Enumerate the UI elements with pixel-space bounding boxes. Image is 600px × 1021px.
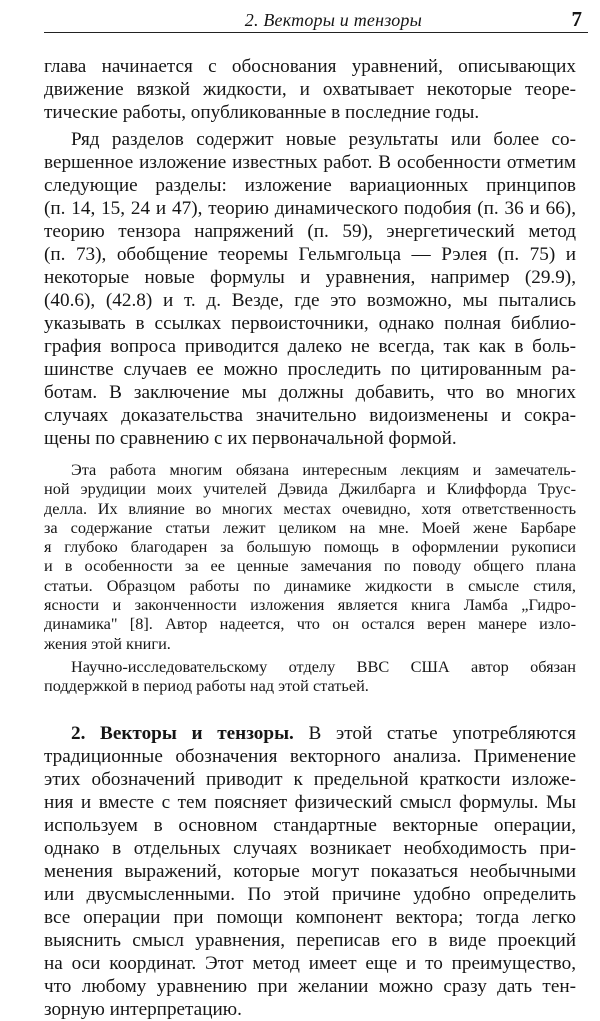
text-line: щены по сравнению с их первоначальной формой. [44,428,457,449]
paragraph-continued [44,55,576,124]
text-line: случаях доказательства значительно видоизменены и сокра- [44,405,576,426]
text-line: ботам. В заключение мы должны добавить, что во многих [44,382,576,403]
funding-note [44,657,576,696]
text-line: (п. 73), обобщение теоремы Гельмгольца — Рэлея (п. 75) и [44,244,576,265]
section-first-line-text: В этой статье употребляются [293,722,576,744]
text-line: глава начинается с обоснования уравнений, описывающих [44,56,576,77]
text-line: шинстве случаев ее можно проследить по цитированным ра- [44,359,576,380]
section-vectors-tensors [44,722,576,1021]
text-line: (40.6), (42.8) и т. д. Везде, где это возможно, мы пытались [44,290,576,311]
text-line: Научно-исследовательскому отделу ВВС США автор обязан [71,656,576,676]
text-line: и в особенности за ее ценные замечания по поводу общего плана [44,556,576,576]
text-line: выяснить смысл уравнения, переписав его в виде проекций [44,929,576,951]
paragraph-new-results [44,128,576,450]
text-line: используем в основном стандартные векторные операции, [44,814,576,836]
text-line: (п. 14, 15, 24 и 47), теорию динамического подобия (п. 36 и 66), [44,198,576,219]
text-line: некоторые новые формулы и уравнения, например (29.9), [44,267,576,288]
text-line: за содержание статьи лежит целиком на мне. Моей жене Барбаре [44,517,576,537]
text-line: динамика" [8]. Автор надеется, что он остался верен манере изло- [44,614,576,634]
text-line: я глубоко благодарен за большую помощь в оформлении рукописи [44,537,576,557]
text-line: делла. Их влияние во многих местах очевидно, хотя ответственность [44,498,576,518]
text-line: Эта работа многим обязана интересным лекциям и замечатель- [71,460,576,479]
text-line: зорную интерпретацию. [44,998,242,1020]
section-heading: 2. Векторы и тензоры. [71,722,294,744]
text-line: вершенное изложение известных работ. В особенности отметим [44,152,576,173]
acknowledgment-paragraph [44,460,576,653]
text-line: следующие разделы: изложение вариационных принципов [44,175,576,196]
section-first-line [44,722,576,745]
text-line: жения этой книги. [44,633,171,653]
text-line: или двусмысленными. По этой причине удобно определить [44,883,576,905]
text-line: традиционные обозначения векторного анализа. Применение [44,745,576,767]
text-line: ясности и законченности изложения является книга Ламба „Гидро- [44,595,576,615]
text-line: этих обозначений приводит к предельной краткости изложе- [44,768,576,790]
text-line: менения выражений, которые могут показаться необычными [44,860,576,882]
text-line: движение вязкой жидкости, и охватывает некоторые теоре- [44,79,576,100]
text-line: указывать в ссылках первоисточники, однако полная библио- [44,313,576,334]
text-line: Ряд разделов содержит новые результаты или более со- [71,129,576,150]
text-line: теорию тензора напряжений (п. 59), энергетический метод [44,221,576,242]
page-body [44,55,576,1021]
text-line: поддержкой в период работы над этой статьей. [44,676,369,696]
text-line: графия вопроса приводится далеко не всегда, так как в боль- [44,336,576,357]
text-line: тические работы, опубликованные в последние годы. [44,102,480,123]
text-line: однако в отдельных случаях возникает необходимость при- [44,837,576,859]
running-title: 2. Векторы и тензоры [244,10,422,30]
text-line: все операции при помощи компонент вектора; тогда легко [44,906,576,928]
text-line: статьи. Образцом работы по динамике жидкости в смысле стиля, [44,575,576,595]
text-line: ния и вместе с тем поясняет физический смысл формулы. Мы [44,791,576,813]
text-line: на оси координат. Этот метод имеет еще и то преимущество, [44,952,576,974]
running-header [44,6,588,33]
page-number: 7 [571,7,582,31]
text-line: ной эрудиции моих учителей Дэвида Джилбарга и Клиффорда Трус- [44,479,576,499]
text-line: что любому уравнению при желании можно сразу дать тен- [44,975,576,997]
